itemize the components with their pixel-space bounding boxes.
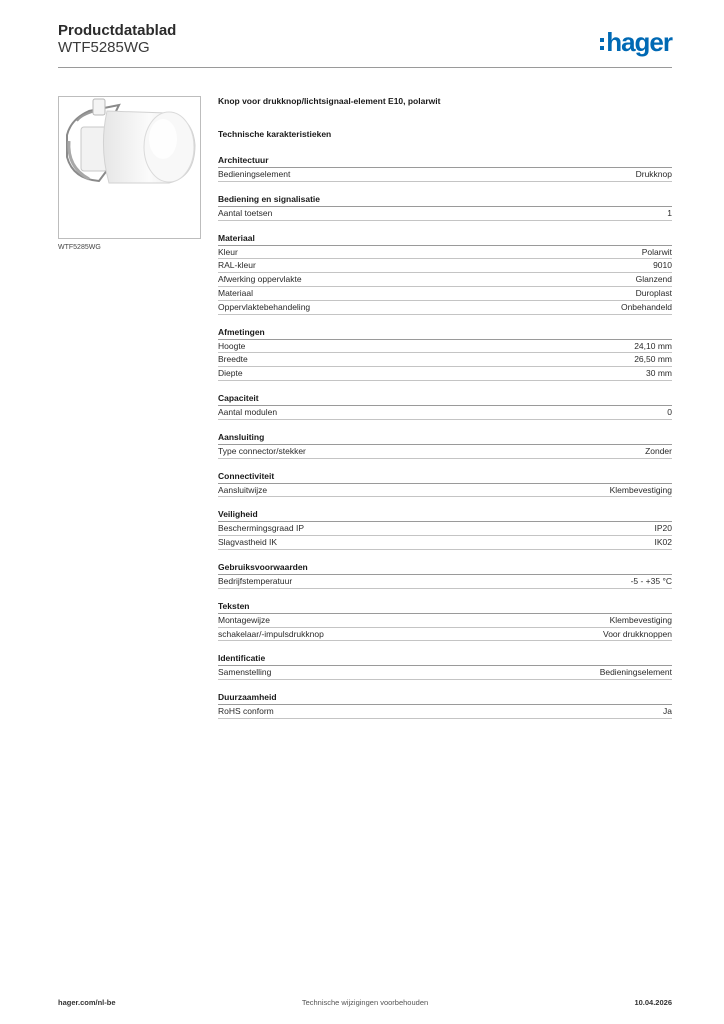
section-title: Capaciteit [218, 393, 672, 406]
spec-value: Duroplast [635, 287, 672, 298]
spec-value: 24,10 mm [634, 340, 672, 351]
spec-row [218, 246, 672, 260]
section-title: Afmetingen [218, 327, 672, 340]
spec-row [218, 406, 672, 420]
spec-row [218, 705, 672, 719]
spec-value: Voor drukknoppen [603, 628, 672, 639]
spec-label: Beschermingsgraad IP [218, 523, 304, 534]
footer-website: hager.com/nl-be [58, 998, 116, 1007]
spec-label: Bedrijfstemperatuur [218, 575, 293, 586]
section-title: Connectiviteit [218, 471, 672, 484]
spec-section [218, 601, 672, 642]
spec-value: Ja [663, 706, 672, 717]
section-title: Veiligheid [218, 509, 672, 522]
spec-section [218, 194, 672, 221]
spec-row [218, 445, 672, 459]
spec-section [218, 471, 672, 498]
spec-label: Oppervlaktebehandeling [218, 301, 311, 312]
spec-row [218, 614, 672, 628]
product-description: Knop voor drukknop/lichtsignaal-element E10, polarwit [218, 96, 441, 106]
spec-value: Drukknop [635, 169, 672, 179]
spec-label: RAL-kleur [218, 260, 256, 271]
page-footer [58, 998, 672, 1010]
footer-disclaimer: Technische wijzigingen voorbehouden [301, 998, 429, 1007]
logo-dots-icon [600, 38, 604, 50]
spec-label: Diepte [218, 368, 243, 379]
spec-label: Samenstelling [218, 667, 272, 678]
spec-value: -5 - +35 °C [630, 575, 672, 586]
spec-row [218, 522, 672, 536]
spec-label: Hoogte [218, 340, 246, 351]
spec-value: IP20 [654, 523, 672, 534]
spec-label: RoHS conform [218, 706, 274, 717]
specifications [218, 96, 672, 719]
spec-label: Slagvastheid IK [218, 537, 278, 548]
spec-section [218, 509, 672, 550]
product-image [58, 96, 201, 239]
spec-value: Onbehandeld [620, 301, 672, 312]
spec-section [218, 692, 672, 719]
spec-section [218, 393, 672, 420]
spec-label: Kleur [218, 246, 238, 257]
spec-row [218, 484, 672, 498]
spec-value: Polarwit [641, 246, 672, 257]
spec-value: Glanzend [635, 274, 672, 285]
section-title: Teksten [218, 601, 672, 614]
spec-row [218, 353, 672, 367]
section-title: Gebruiksvoorwaarden [218, 562, 672, 575]
spec-row [218, 628, 672, 642]
spec-section [218, 432, 672, 459]
spec-value: 9010 [653, 260, 672, 271]
push-button-knob-icon [59, 97, 200, 238]
spec-row [218, 536, 672, 550]
section-title: Aansluiting [218, 432, 672, 445]
spec-label: Montagewijze [218, 614, 270, 625]
spec-label: Bedieningselement [218, 169, 291, 179]
page-header [58, 20, 672, 68]
spec-value: Klembevestiging [609, 614, 672, 625]
spec-value: Klembevestiging [609, 484, 672, 495]
hager-logo [600, 28, 672, 56]
spec-value: 1 [667, 207, 672, 218]
spec-label: Afwerking oppervlakte [218, 274, 302, 285]
spec-row [218, 575, 672, 589]
spec-row [218, 340, 672, 354]
spec-label: schakelaar/-impulsdrukknop [218, 628, 324, 639]
section-title: Duurzaamheid [218, 692, 672, 705]
spec-row [218, 301, 672, 315]
section-title: Identificatie [218, 653, 672, 666]
spec-section [218, 233, 672, 315]
section-title: Materiaal [218, 233, 672, 246]
header-divider [58, 67, 672, 68]
spec-row [218, 207, 672, 221]
section-title: Architectuur [218, 155, 672, 168]
spec-value: 30 mm [646, 368, 672, 379]
spec-row [218, 259, 672, 273]
technical-characteristics-heading: Technische karakteristieken [218, 129, 332, 139]
spec-label: Aantal toetsen [218, 207, 273, 218]
spec-row [218, 273, 672, 287]
spec-section [218, 562, 672, 589]
spec-row [218, 666, 672, 680]
image-caption: WTF5285WG [58, 244, 101, 251]
spec-value: 26,50 mm [634, 354, 672, 365]
spec-section [218, 155, 672, 182]
spec-label: Materiaal [218, 287, 253, 298]
document-title: Productdatablad [58, 22, 177, 39]
spec-row [218, 287, 672, 301]
spec-value: 0 [667, 406, 672, 417]
spec-row [218, 168, 672, 182]
spec-label: Aantal modulen [218, 406, 278, 417]
footer-date: 10.04.2026 [634, 998, 672, 1007]
spec-label: Aansluitwijze [218, 484, 268, 495]
spec-section [218, 327, 672, 381]
spec-value: Bedieningselement [599, 667, 672, 678]
spec-section [218, 653, 672, 680]
spec-row [218, 367, 672, 381]
product-code: WTF5285WG [58, 39, 150, 56]
spec-value: Zonder [645, 445, 672, 456]
spec-label: Type connector/stekker [218, 445, 306, 456]
section-title: Bediening en signalisatie [218, 194, 672, 207]
logo-text: hager [606, 27, 672, 57]
spec-label: Breedte [218, 354, 248, 365]
spec-value: IK02 [654, 537, 672, 548]
